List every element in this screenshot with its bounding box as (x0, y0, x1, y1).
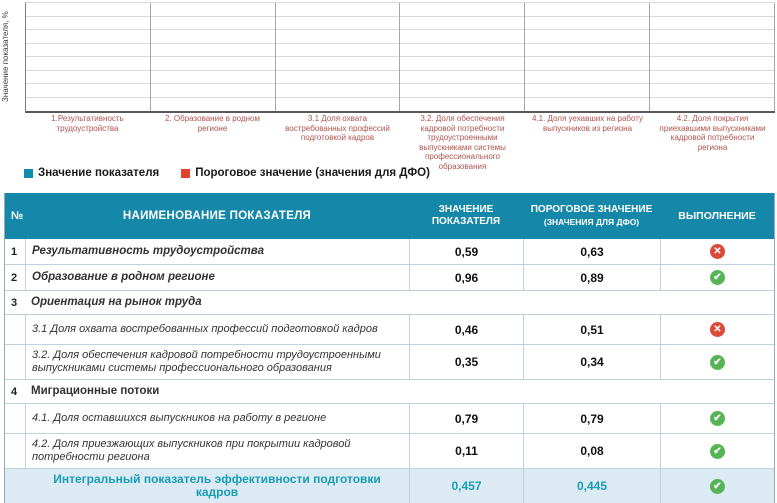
chart-panel (400, 3, 525, 111)
row-name: Результативность трудоустройства (25, 239, 409, 264)
row-number (5, 434, 25, 468)
row-number (5, 404, 25, 433)
category-labels (25, 114, 775, 171)
legend-label: Значение показателя (38, 167, 160, 179)
cross-circle-icon: ✕ (710, 322, 725, 337)
header-num: № (11, 210, 24, 222)
row-number: 1 (11, 245, 18, 258)
plot-area (25, 2, 775, 113)
check-circle-icon: ✔ (710, 444, 725, 459)
row-name: 4.1. Доля оставшихся выпускников на работу в регионе (25, 404, 409, 433)
row-number (5, 469, 25, 503)
row-value: 0,11 (409, 434, 523, 468)
row-number: 4 (11, 385, 18, 398)
row-status (660, 239, 774, 264)
row-name: 3.1 Доля охвата востребованных профессий подготовкой кадров (25, 315, 409, 344)
table-row (5, 314, 774, 344)
header-name: НАИМЕНОВАНИЕ ПОКАЗАТЕЛЯ (122, 210, 312, 222)
category-label: 3.2. Доля обеспечения кадровой потребности трудоустроенными выпускниками системы профессионального образования (419, 114, 506, 171)
row-name: Ориентация на рынок труда (31, 296, 202, 308)
category-label: 1.Результативность трудоустройства (51, 114, 124, 133)
row-status (660, 434, 774, 468)
chart-legend (24, 167, 430, 179)
legend-item-value (24, 167, 159, 179)
row-status (660, 469, 774, 503)
row-value: 0,35 (409, 345, 523, 379)
chart-panel (650, 3, 775, 111)
row-name: Образование в родном регионе (25, 265, 409, 290)
legend-item-threshold (181, 167, 430, 179)
row-status (660, 265, 774, 290)
legend-label: Пороговое значение (значения для ДФО) (195, 167, 430, 179)
row-number: 3 (11, 296, 18, 309)
row-threshold: 0,34 (523, 345, 660, 379)
row-name: Интегральный показатель эффективности подготовки кадров (53, 472, 381, 499)
row-threshold: 0,89 (523, 265, 660, 290)
header-value: ЗНАЧЕНИЕ ПОКАЗАТЕЛЯ (431, 204, 501, 227)
row-number: 2 (11, 271, 18, 284)
row-name: 4.2. Доля приезжающих выпускников при покрытии кадровой потребности региона (25, 434, 409, 468)
chart-panel (26, 3, 151, 111)
threshold-swatch-icon (181, 169, 190, 178)
row-value: 0,59 (409, 239, 523, 264)
row-threshold: 0,51 (523, 315, 660, 344)
row-threshold: 0,445 (523, 469, 660, 503)
category-label: 4.1. Доля уехавших на работу выпускников из региона (531, 114, 644, 133)
chart-panel (525, 3, 650, 111)
table-row (5, 433, 774, 468)
chart-panel (151, 3, 276, 111)
row-name: Миграционные потоки (31, 385, 160, 397)
table-header (5, 193, 774, 239)
row-threshold: 0,08 (523, 434, 660, 468)
bar-chart (0, 0, 777, 195)
header-threshold-line1: ПОРОГОВОЕ ЗНАЧЕНИЕ (530, 204, 653, 215)
header-threshold-line2: (ЗНАЧЕНИЯ ДЛЯ ДФО) (543, 217, 640, 227)
row-status (660, 315, 774, 344)
y-axis-label: Значение показателя, % (1, 11, 10, 103)
table-row (5, 239, 774, 264)
row-status (660, 404, 774, 433)
check-circle-icon: ✔ (710, 479, 725, 494)
row-value: 0,46 (409, 315, 523, 344)
row-name: 3.2. Доля обеспечения кадровой потребности трудоустроенными выпускниками системы профессионального образования (25, 345, 409, 379)
row-number (5, 315, 25, 344)
row-number (5, 345, 25, 379)
row-status (660, 345, 774, 379)
table-row (5, 468, 774, 503)
check-circle-icon: ✔ (710, 270, 725, 285)
table-row (5, 379, 774, 403)
category-label: 4.2. Доля покрытия приехавшими выпускниками кадровой потребности региона (659, 114, 766, 152)
check-circle-icon: ✔ (710, 355, 725, 370)
panel-row (26, 3, 775, 111)
table-row (5, 344, 774, 379)
table-row (5, 264, 774, 290)
header-threshold (523, 204, 660, 228)
table-row (5, 403, 774, 433)
indicators-table (4, 193, 775, 503)
row-threshold: 0,63 (523, 239, 660, 264)
check-circle-icon: ✔ (710, 411, 725, 426)
category-label: 3.1 Доля охвата востребованных профессий подготовкой кадров (285, 114, 390, 142)
cross-circle-icon: ✕ (710, 244, 725, 259)
table-row (5, 290, 774, 314)
category-label: 2. Образование в родном регионе (165, 114, 260, 133)
header-status: ВЫПОЛНЕНИЕ (678, 210, 756, 222)
table-body (5, 239, 774, 503)
row-threshold: 0,79 (523, 404, 660, 433)
row-value: 0,79 (409, 404, 523, 433)
value-swatch-icon (24, 169, 33, 178)
chart-panel (276, 3, 401, 111)
row-value: 0,96 (409, 265, 523, 290)
row-value: 0,457 (409, 469, 523, 503)
